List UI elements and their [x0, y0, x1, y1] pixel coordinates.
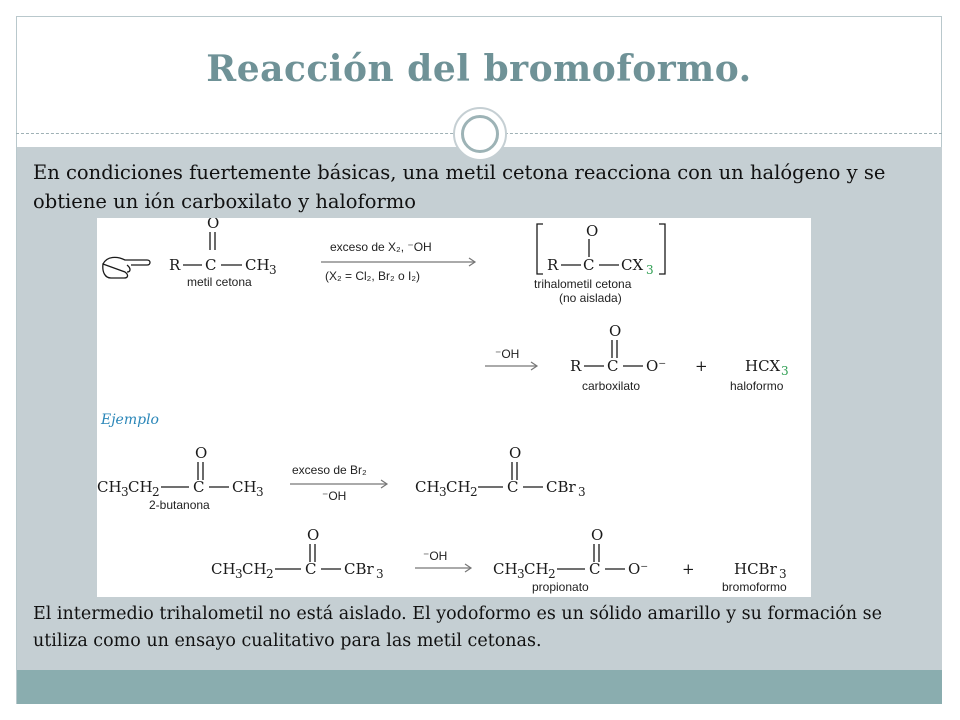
hydroxide-reagent-3: ⁻OH: [423, 549, 448, 563]
svg-text:3: 3: [376, 567, 384, 581]
svg-text:O⁻: O⁻: [628, 560, 649, 578]
reagent-excess-bromine: exceso de Br₂: [292, 463, 367, 477]
svg-text:C: C: [193, 478, 205, 496]
methyl-ketone-structure: [169, 218, 277, 277]
svg-text:3: 3: [781, 364, 789, 378]
svg-text:O: O: [609, 322, 622, 340]
svg-text:CH: CH: [493, 560, 518, 578]
svg-text:CH: CH: [232, 478, 257, 496]
svg-text:3: 3: [578, 485, 586, 499]
bromoform-label: bromoformo: [722, 580, 787, 594]
svg-text:CX: CX: [621, 256, 644, 274]
reagent-halogen-options: (X₂ = Cl₂, Br₂ o I₂): [325, 269, 420, 283]
svg-text:O⁻: O⁻: [646, 357, 667, 375]
svg-text:CH: CH: [415, 478, 440, 496]
pointing-hand-icon: [103, 257, 150, 278]
hydroxide-reagent-1: ⁻OH: [495, 347, 520, 361]
methyl-ketone-label: metil cetona: [187, 275, 252, 289]
svg-text:CH: CH: [446, 478, 471, 496]
svg-text:3: 3: [235, 567, 243, 581]
propionate-structure: [493, 526, 648, 581]
svg-text:3: 3: [256, 485, 264, 499]
haloform-structure: [745, 357, 789, 378]
svg-text:R: R: [547, 256, 559, 274]
svg-text:O: O: [591, 526, 604, 544]
divider-circle-icon: [453, 107, 507, 161]
svg-text:CBr: CBr: [546, 478, 576, 496]
svg-text:2: 2: [470, 485, 478, 499]
svg-text:R: R: [169, 256, 181, 274]
svg-text:O: O: [195, 444, 208, 462]
svg-text:3: 3: [269, 263, 277, 277]
outro-text: El intermedio trihalometil no está aislado. El yodoformo es un sólido amarillo y su formación se utiliza como un ensayo cualitativo para las metil cetonas.: [33, 604, 882, 651]
svg-text:CH: CH: [128, 478, 153, 496]
footer-bar: [17, 670, 942, 704]
svg-text:CH: CH: [524, 560, 549, 578]
reaction-figure: [97, 218, 811, 597]
svg-text:2: 2: [152, 485, 160, 499]
haloform-label: haloformo: [730, 379, 784, 393]
tribromomethyl-ketone-structure: [415, 444, 586, 499]
svg-text:HCBr: HCBr: [734, 560, 777, 578]
svg-text:3: 3: [121, 485, 129, 499]
svg-text:3: 3: [517, 567, 525, 581]
svg-text:C: C: [607, 357, 619, 375]
svg-text:O: O: [586, 222, 599, 240]
butanone-label: 2-butanona: [149, 498, 210, 512]
trihalomethyl-ketone-structure: [537, 222, 665, 277]
intro-text: En condiciones fuertemente básicas, una metil cetona reacciona con un halógeno y se obtiene un ión carboxilato y haloformo: [33, 161, 886, 213]
svg-text:O: O: [509, 444, 522, 462]
svg-text:C: C: [507, 478, 519, 496]
tribromomethyl-ketone-structure-2: [211, 526, 384, 581]
svg-text:3: 3: [646, 263, 654, 277]
hydroxide-reagent-2: ⁻OH: [322, 489, 347, 503]
plus-sign-1: +: [695, 357, 708, 375]
example-label: Ejemplo: [101, 412, 159, 428]
svg-text:CBr: CBr: [344, 560, 374, 578]
svg-text:O: O: [307, 526, 320, 544]
reagent-excess-halogen: exceso de X₂, ⁻OH: [330, 240, 432, 254]
not-isolated-label: (no aislada): [559, 291, 622, 305]
svg-text:C: C: [205, 256, 217, 274]
svg-text:R: R: [570, 357, 582, 375]
svg-text:3: 3: [779, 567, 787, 581]
propionate-label: propionato: [532, 580, 589, 594]
svg-text:3: 3: [439, 485, 447, 499]
reaction-scheme: [97, 218, 811, 597]
svg-text:CH: CH: [97, 478, 122, 496]
bromoform-structure: [734, 560, 787, 581]
carboxylate-label: carboxilato: [582, 379, 641, 393]
slide-title: Reacción del bromoformo.: [206, 48, 752, 90]
butanone-structure: [97, 444, 264, 499]
svg-text:CH: CH: [245, 256, 270, 274]
plus-sign-2: +: [682, 560, 695, 578]
trihalomethyl-ketone-label: trihalometil cetona: [534, 277, 632, 291]
svg-text:CH: CH: [211, 560, 236, 578]
svg-text:2: 2: [548, 567, 556, 581]
svg-text:CH: CH: [242, 560, 267, 578]
svg-text:HCX: HCX: [745, 357, 781, 375]
svg-text:2: 2: [266, 567, 274, 581]
carboxylate-structure: [570, 322, 666, 375]
svg-text:O: O: [207, 218, 220, 232]
svg-text:C: C: [305, 560, 317, 578]
svg-text:C: C: [583, 256, 595, 274]
svg-text:C: C: [589, 560, 601, 578]
